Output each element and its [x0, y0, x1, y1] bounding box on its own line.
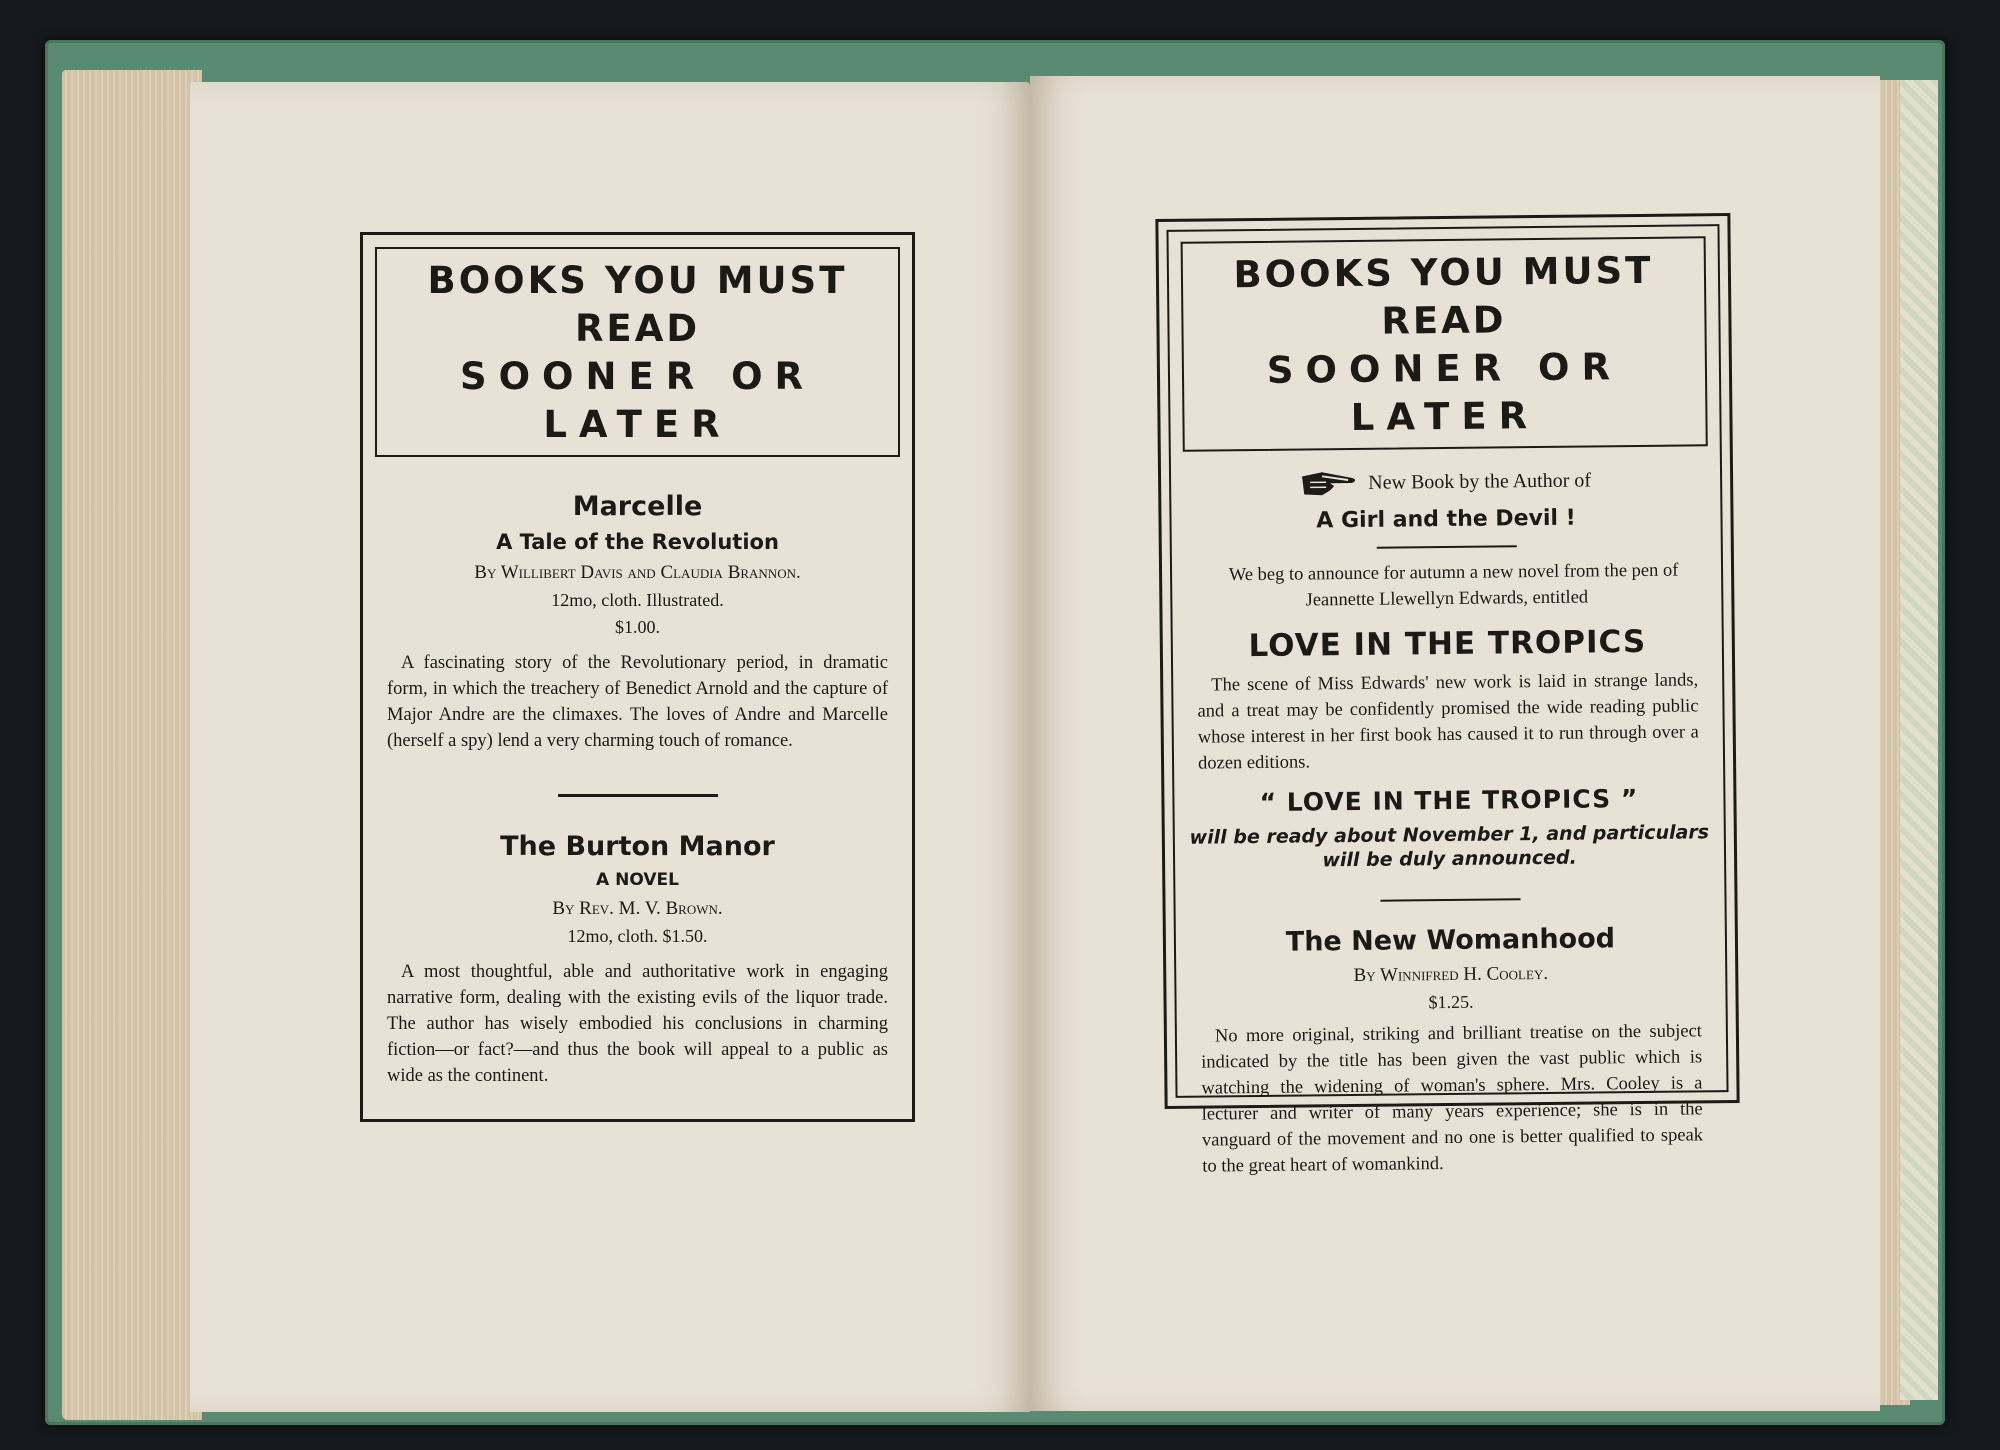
book-title: The Burton Manor	[500, 831, 775, 862]
release-notice: will be ready about November 1, and particulars will be duly announced.	[1189, 821, 1710, 872]
divider-rule	[1380, 898, 1520, 901]
book-description: A fascinating story of the Revolutionary period, in dramatic form, in which the treachery of Benedict Arnold and the capture of Major Andre are the climaxes. The loves of Andre and Marcelle (herself a spy) lend a very charming touch of romance.	[387, 653, 888, 751]
book-description: No more original, striking and brilliant treatise on the subject indicated by the title has been given the vast public which is watching the widening of woman's sphere. Mrs. Cooley is a lecturer and writer of many years experience; she is in the vanguard of the movement and no one is better qualified to speak to the great heart of womankind.	[1201, 1021, 1704, 1177]
right-advertisement	[1155, 213, 1739, 1177]
book-author: By Winnifred H. Cooley.	[1353, 962, 1549, 987]
book-price: $1.25.	[1428, 991, 1474, 1013]
right-page	[1030, 76, 1880, 1411]
header-line-2: SOONER OR LATER	[459, 355, 816, 446]
announcement-intro: New Book by the Author of	[1368, 468, 1592, 494]
short-rule	[1376, 545, 1516, 548]
left-page	[190, 82, 1030, 1412]
endpaper	[1900, 80, 1938, 1400]
book-format: 12mo, cloth. $1.50.	[567, 926, 708, 946]
header-line-1: BOOKS YOU MUST READ	[1233, 248, 1654, 343]
right-header-box	[1181, 236, 1708, 451]
novel-title: LOVE IN THE TROPICS	[1248, 623, 1647, 665]
page-edges-left	[62, 70, 202, 1420]
header-line-2: SOONER OR LATER	[1266, 345, 1623, 439]
left-header-box	[375, 247, 900, 457]
book-price: $1.00.	[615, 617, 660, 637]
book-subtitle: A Tale of the Revolution	[496, 530, 779, 554]
pointing-hand-icon	[1300, 468, 1360, 499]
book-format: 12mo, cloth. Illustrated.	[551, 590, 724, 610]
header-line-1: BOOKS YOU MUST READ	[427, 259, 848, 350]
announcement-body: We beg to announce for autumn a new novel from the pen of Jeannette Llewellyn Edwards, entitled	[1228, 560, 1679, 611]
divider-rule	[558, 794, 718, 797]
prior-book-title: A Girl and the Devil !	[1316, 505, 1576, 534]
novel-description: The scene of Miss Edwards' new work is laid in strange lands, and a treat may be confidently promised the wide reading public whose interest in her first book has caused it to run through over a dozen editions.	[1197, 670, 1699, 774]
book-description: A most thoughtful, able and authoritative work in engaging narrative form, dealing with the existing evils of the liquor trade. The author has wisely embodied his conclusions in charming fiction—or fact?—and thus the book will appeal to a public as wide as the continent.	[387, 962, 888, 1086]
novel-title-quote: “ LOVE IN THE TROPICS ”	[1259, 784, 1639, 817]
book-subtitle: A NOVEL	[596, 870, 679, 890]
book-title: The New Womanhood	[1285, 923, 1616, 958]
book-author: By Willibert Davis and Claudia Brannon.	[474, 562, 801, 583]
announcement-intro-line	[1171, 464, 1720, 500]
right-inner-border	[1166, 224, 1728, 1177]
left-advertisement	[360, 232, 915, 1122]
book-title: Marcelle	[572, 491, 703, 522]
book-author: By Rev. M. V. Brown.	[552, 898, 723, 919]
